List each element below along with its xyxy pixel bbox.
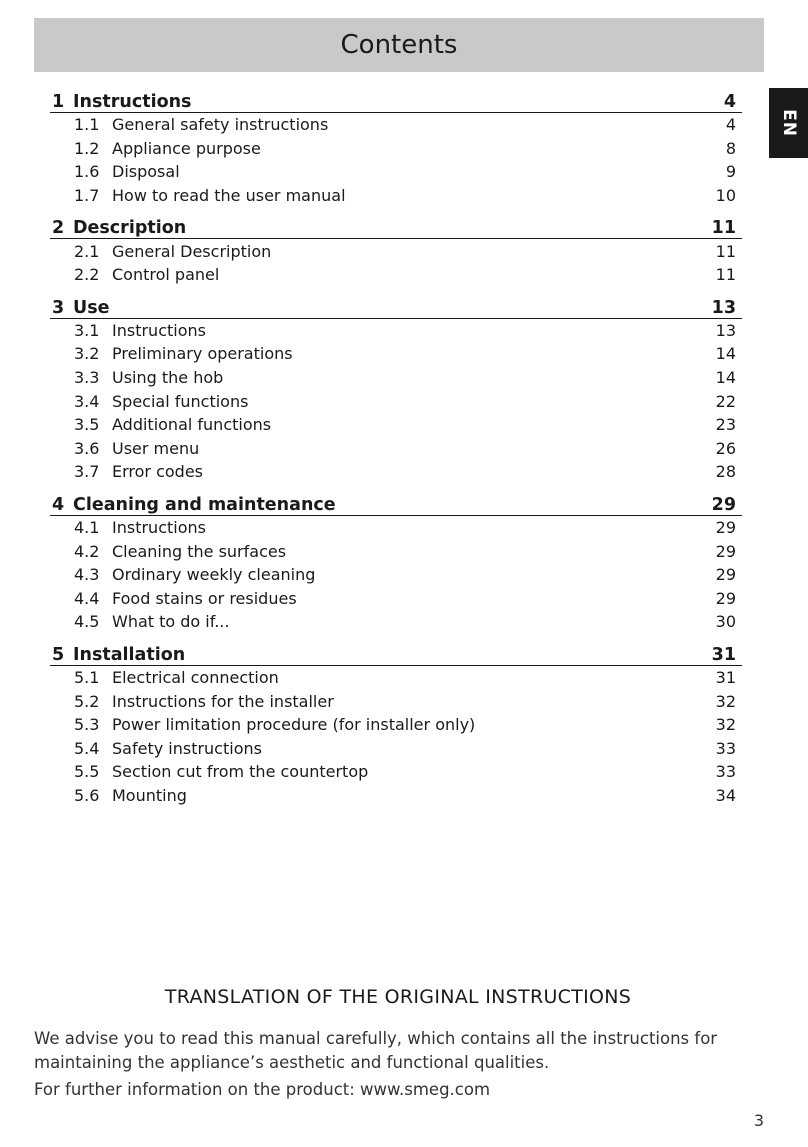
toc-entry-label xyxy=(74,462,203,481)
toc-chapter-number: 5 xyxy=(52,644,65,665)
toc-entry-label xyxy=(74,415,271,434)
toc-entry[interactable] xyxy=(50,263,742,287)
toc-entry-label xyxy=(74,692,334,711)
toc-entry-page: 33 xyxy=(715,762,736,782)
toc-entry[interactable] xyxy=(50,713,742,737)
toc-entry[interactable] xyxy=(50,666,742,690)
toc-entry-page: 29 xyxy=(715,518,736,538)
toc-chapter-label xyxy=(52,298,110,318)
toc-entry-label xyxy=(74,739,262,758)
toc-entry-label xyxy=(74,344,293,363)
toc-entry-title: Safety instructions xyxy=(112,738,262,758)
toc-entry-page: 14 xyxy=(715,344,736,364)
language-tab-label: EN xyxy=(778,109,799,137)
toc-entry[interactable] xyxy=(50,516,742,540)
toc-chapter-number: 4 xyxy=(52,494,65,515)
toc-entry-title: Additional functions xyxy=(112,415,272,435)
toc-entry-page: 23 xyxy=(715,415,736,435)
language-tab xyxy=(769,88,808,158)
toc-entry[interactable] xyxy=(50,413,742,437)
toc-chapter-heading[interactable] xyxy=(50,487,742,516)
toc-entry[interactable] xyxy=(50,587,742,611)
toc-entry-title: Instructions for the installer xyxy=(112,691,334,711)
toc-entry-page: 29 xyxy=(715,588,736,608)
toc-entry-label xyxy=(74,321,206,340)
toc-entry-title: Ordinary weekly cleaning xyxy=(112,565,316,585)
toc-chapter xyxy=(50,487,742,634)
advice-paragraph: We advise you to read this manual carefully, which contains all the instructions for maintaining the appliance’s aesthetic and functional qualities. xyxy=(34,1029,718,1072)
toc-entry-label xyxy=(74,715,475,734)
toc-entry-number: 5.6 xyxy=(74,785,100,805)
toc-entry-label xyxy=(74,368,223,387)
toc-chapter xyxy=(50,637,742,808)
toc-entry-title: Food stains or residues xyxy=(112,588,297,608)
toc-entry-page: 11 xyxy=(715,241,736,261)
toc-entry-number: 1.1 xyxy=(74,115,100,135)
toc-entry[interactable] xyxy=(50,760,742,784)
toc-entry-page: 22 xyxy=(715,391,736,411)
table-of-contents xyxy=(50,84,742,810)
toc-entry-title: Section cut from the countertop xyxy=(112,762,369,782)
toc-entry-title: Disposal xyxy=(112,162,180,182)
toc-entry-page: 14 xyxy=(715,368,736,388)
toc-entry-label xyxy=(74,612,229,631)
toc-chapter-page: 4 xyxy=(723,92,736,112)
toc-chapter-title: Use xyxy=(73,297,110,318)
toc-entry-label xyxy=(74,786,187,805)
toc-entry-title: Cleaning the surfaces xyxy=(112,541,287,561)
toc-entry[interactable] xyxy=(50,736,742,760)
toc-entry[interactable] xyxy=(50,610,742,634)
contents-title-bar xyxy=(34,18,764,72)
toc-entry-number: 2.2 xyxy=(74,265,100,285)
toc-entry-title: Instructions xyxy=(112,518,206,538)
toc-entry-label xyxy=(74,115,328,134)
toc-entry-number: 5.3 xyxy=(74,715,100,735)
toc-chapter-label xyxy=(52,495,336,515)
toc-entry[interactable] xyxy=(50,389,742,413)
toc-entry-page: 11 xyxy=(715,265,736,285)
toc-chapter-heading[interactable] xyxy=(50,210,742,239)
toc-entry-label xyxy=(74,162,180,181)
toc-entry-label xyxy=(74,139,261,158)
toc-entry-label xyxy=(74,186,346,205)
toc-chapter-number: 3 xyxy=(52,297,65,318)
toc-entry-label xyxy=(74,668,279,687)
toc-entry-title: General Description xyxy=(112,241,272,261)
toc-entry-title: What to do if... xyxy=(112,612,230,632)
toc-entry-title: Control panel xyxy=(112,265,220,285)
toc-entry-title: User menu xyxy=(112,438,200,458)
toc-chapter xyxy=(50,210,742,286)
toc-entry-page: 33 xyxy=(715,738,736,758)
toc-entry[interactable] xyxy=(50,113,742,137)
toc-entry-page: 8 xyxy=(725,138,736,158)
toc-chapter-number: 2 xyxy=(52,218,65,239)
toc-chapter-page: 11 xyxy=(711,218,736,239)
toc-entry-number: 4.5 xyxy=(74,612,100,632)
toc-entry-label xyxy=(74,542,286,561)
toc-chapter-label xyxy=(52,218,186,238)
toc-entry-page: 34 xyxy=(715,785,736,805)
toc-entry-label xyxy=(74,518,206,537)
toc-entry[interactable] xyxy=(50,460,742,484)
toc-entry-page: 10 xyxy=(715,186,736,206)
toc-entry[interactable] xyxy=(50,239,742,263)
toc-entry-label xyxy=(74,439,199,458)
website-line: For further information on the product: www.smeg.com xyxy=(34,1080,491,1099)
toc-entry-number: 4.3 xyxy=(74,565,100,585)
toc-entry-number: 5.2 xyxy=(74,691,100,711)
toc-entry[interactable] xyxy=(50,539,742,563)
toc-entry-title: Using the hob xyxy=(112,368,224,388)
page-number: 3 xyxy=(753,1111,764,1130)
toc-entry-title: Power limitation procedure (for installer only) xyxy=(112,715,476,735)
toc-chapter xyxy=(50,290,742,484)
toc-chapter-title: Instructions xyxy=(73,92,192,112)
toc-entry-title: Appliance purpose xyxy=(112,138,261,158)
toc-chapter-heading[interactable] xyxy=(50,290,742,319)
toc-entry-number: 1.2 xyxy=(74,138,100,158)
toc-entry[interactable] xyxy=(50,137,742,161)
toc-chapter-page: 29 xyxy=(711,494,736,515)
toc-entry-number: 5.5 xyxy=(74,762,100,782)
toc-entry-number: 4.4 xyxy=(74,588,100,608)
toc-entry-title: Special functions xyxy=(112,391,249,411)
toc-entry-label xyxy=(74,565,315,584)
toc-entry[interactable] xyxy=(50,160,742,184)
toc-chapter-label xyxy=(52,645,185,665)
toc-entry-page: 9 xyxy=(725,162,736,182)
toc-chapter-number: 1 xyxy=(52,92,65,112)
toc-entry-page: 29 xyxy=(715,541,736,561)
toc-entry-number: 4.2 xyxy=(74,541,100,561)
toc-entry-title: Mounting xyxy=(112,785,187,805)
toc-entry-title: Preliminary operations xyxy=(112,344,293,364)
toc-entry-title: Error codes xyxy=(112,462,204,482)
toc-chapter-heading[interactable] xyxy=(50,84,742,113)
toc-chapter-page: 13 xyxy=(711,297,736,318)
toc-entry[interactable] xyxy=(50,689,742,713)
toc-entry-page: 32 xyxy=(715,715,736,735)
toc-chapter-title: Installation xyxy=(73,644,186,665)
toc-entry-number: 5.1 xyxy=(74,667,100,687)
toc-entry-number: 3.3 xyxy=(74,368,100,388)
toc-entry-label xyxy=(74,589,297,608)
toc-entry-number: 3.1 xyxy=(74,320,100,340)
toc-chapter-title: Description xyxy=(73,218,187,239)
toc-entry-number: 1.7 xyxy=(74,186,100,206)
toc-entry-number: 1.6 xyxy=(74,162,100,182)
toc-entry-number: 5.4 xyxy=(74,738,100,758)
toc-entry-title: How to read the user manual xyxy=(112,186,346,206)
toc-entry[interactable] xyxy=(50,184,742,208)
toc-chapter xyxy=(50,84,742,207)
toc-entry-title: Electrical connection xyxy=(112,667,279,687)
toc-entry-label xyxy=(74,762,368,781)
toc-entry-title: General safety instructions xyxy=(112,115,329,135)
footer-text xyxy=(34,1027,734,1102)
toc-entry[interactable] xyxy=(50,563,742,587)
toc-entry-page: 30 xyxy=(715,612,736,632)
toc-entry-page: 29 xyxy=(715,565,736,585)
toc-entry-page: 4 xyxy=(725,115,736,135)
toc-entry-page: 32 xyxy=(715,691,736,711)
toc-entry-label xyxy=(74,265,219,284)
toc-entry[interactable] xyxy=(50,342,742,366)
toc-entry[interactable] xyxy=(50,366,742,390)
toc-entry-number: 3.5 xyxy=(74,415,100,435)
toc-chapter-heading[interactable] xyxy=(50,637,742,666)
toc-chapter-label xyxy=(52,92,191,112)
translation-heading: TRANSLATION OF THE ORIGINAL INSTRUCTIONS xyxy=(164,986,632,1008)
toc-entry-page: 26 xyxy=(715,438,736,458)
toc-entry[interactable] xyxy=(50,784,742,808)
toc-entry-page: 13 xyxy=(715,320,736,340)
toc-chapter-page: 31 xyxy=(711,644,736,665)
toc-entry[interactable] xyxy=(50,437,742,461)
toc-entry-number: 2.1 xyxy=(74,241,100,261)
toc-entry-page: 28 xyxy=(715,462,736,482)
toc-entry-number: 3.4 xyxy=(74,391,100,411)
toc-chapter-title: Cleaning and maintenance xyxy=(73,494,336,515)
toc-entry-number: 3.7 xyxy=(74,462,100,482)
toc-entry[interactable] xyxy=(50,319,742,343)
toc-entry-label xyxy=(74,242,271,261)
toc-entry-number: 3.6 xyxy=(74,438,100,458)
toc-entry-label xyxy=(74,392,248,411)
toc-entry-title: Instructions xyxy=(112,320,206,340)
toc-entry-number: 3.2 xyxy=(74,344,100,364)
toc-entry-page: 31 xyxy=(715,667,736,687)
page-title: Contents xyxy=(340,30,458,60)
toc-entry-number: 4.1 xyxy=(74,518,100,538)
